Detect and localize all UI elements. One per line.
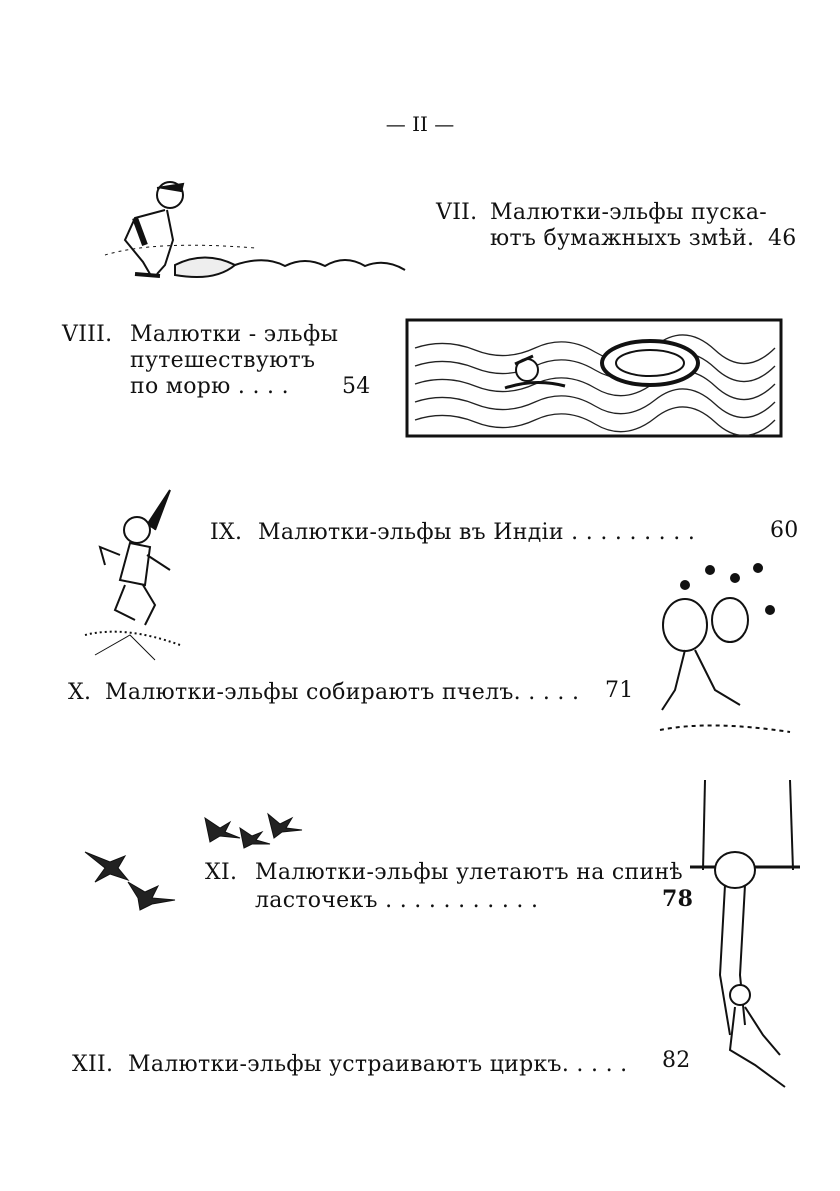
- entry-xi-title-line2: ласточекъ . . . . . . . . . . .: [255, 888, 539, 913]
- entry-vii-page: 46: [768, 226, 797, 251]
- entry-xii-numeral: XII.: [72, 1052, 114, 1077]
- entry-viii-title-line3: по морю . . . .: [130, 374, 289, 399]
- entry-xii-page: 82: [662, 1048, 691, 1073]
- entry-xii-title: Малютки-эльфы устраиваютъ циркъ. . . . .: [128, 1052, 628, 1077]
- entry-ix-title: Малютки-эльфы въ Индіи . . . . . . . . .: [258, 520, 696, 545]
- entry-x-page: 71: [605, 678, 634, 703]
- sea-illustration: [405, 318, 783, 438]
- entry-viii-title-line1: Малютки - эльфы: [130, 322, 339, 347]
- entry-xi-title-line1: Малютки-эльфы улетаютъ на спинѣ: [255, 860, 683, 885]
- entry-xi-page: 78: [662, 886, 694, 912]
- entry-vii-title-line1: Малютки-эльфы пуска-: [490, 200, 768, 225]
- entry-vii-numeral: VII.: [436, 200, 478, 225]
- entry-x-numeral: X.: [68, 680, 92, 705]
- entry-viii-page: 54: [342, 374, 371, 399]
- page-header: — II —: [385, 112, 455, 136]
- circus-illustration: [685, 775, 805, 1095]
- entry-vii-title-line2: ютъ бумажныхъ змѣй.: [490, 226, 755, 251]
- entry-xi-numeral: XI.: [205, 860, 238, 885]
- kite-illustration: [95, 170, 415, 290]
- bees-illustration: [640, 560, 800, 740]
- entry-viii-numeral: VIII.: [62, 322, 113, 347]
- entry-x-title: Малютки-эльфы собираютъ пчелъ. . . . .: [105, 680, 580, 705]
- entry-viii-title-line2: путешествуютъ: [130, 348, 316, 373]
- entry-ix-page: 60: [770, 518, 799, 543]
- entry-ix-numeral: IX.: [210, 520, 243, 545]
- india-illustration: [75, 485, 190, 667]
